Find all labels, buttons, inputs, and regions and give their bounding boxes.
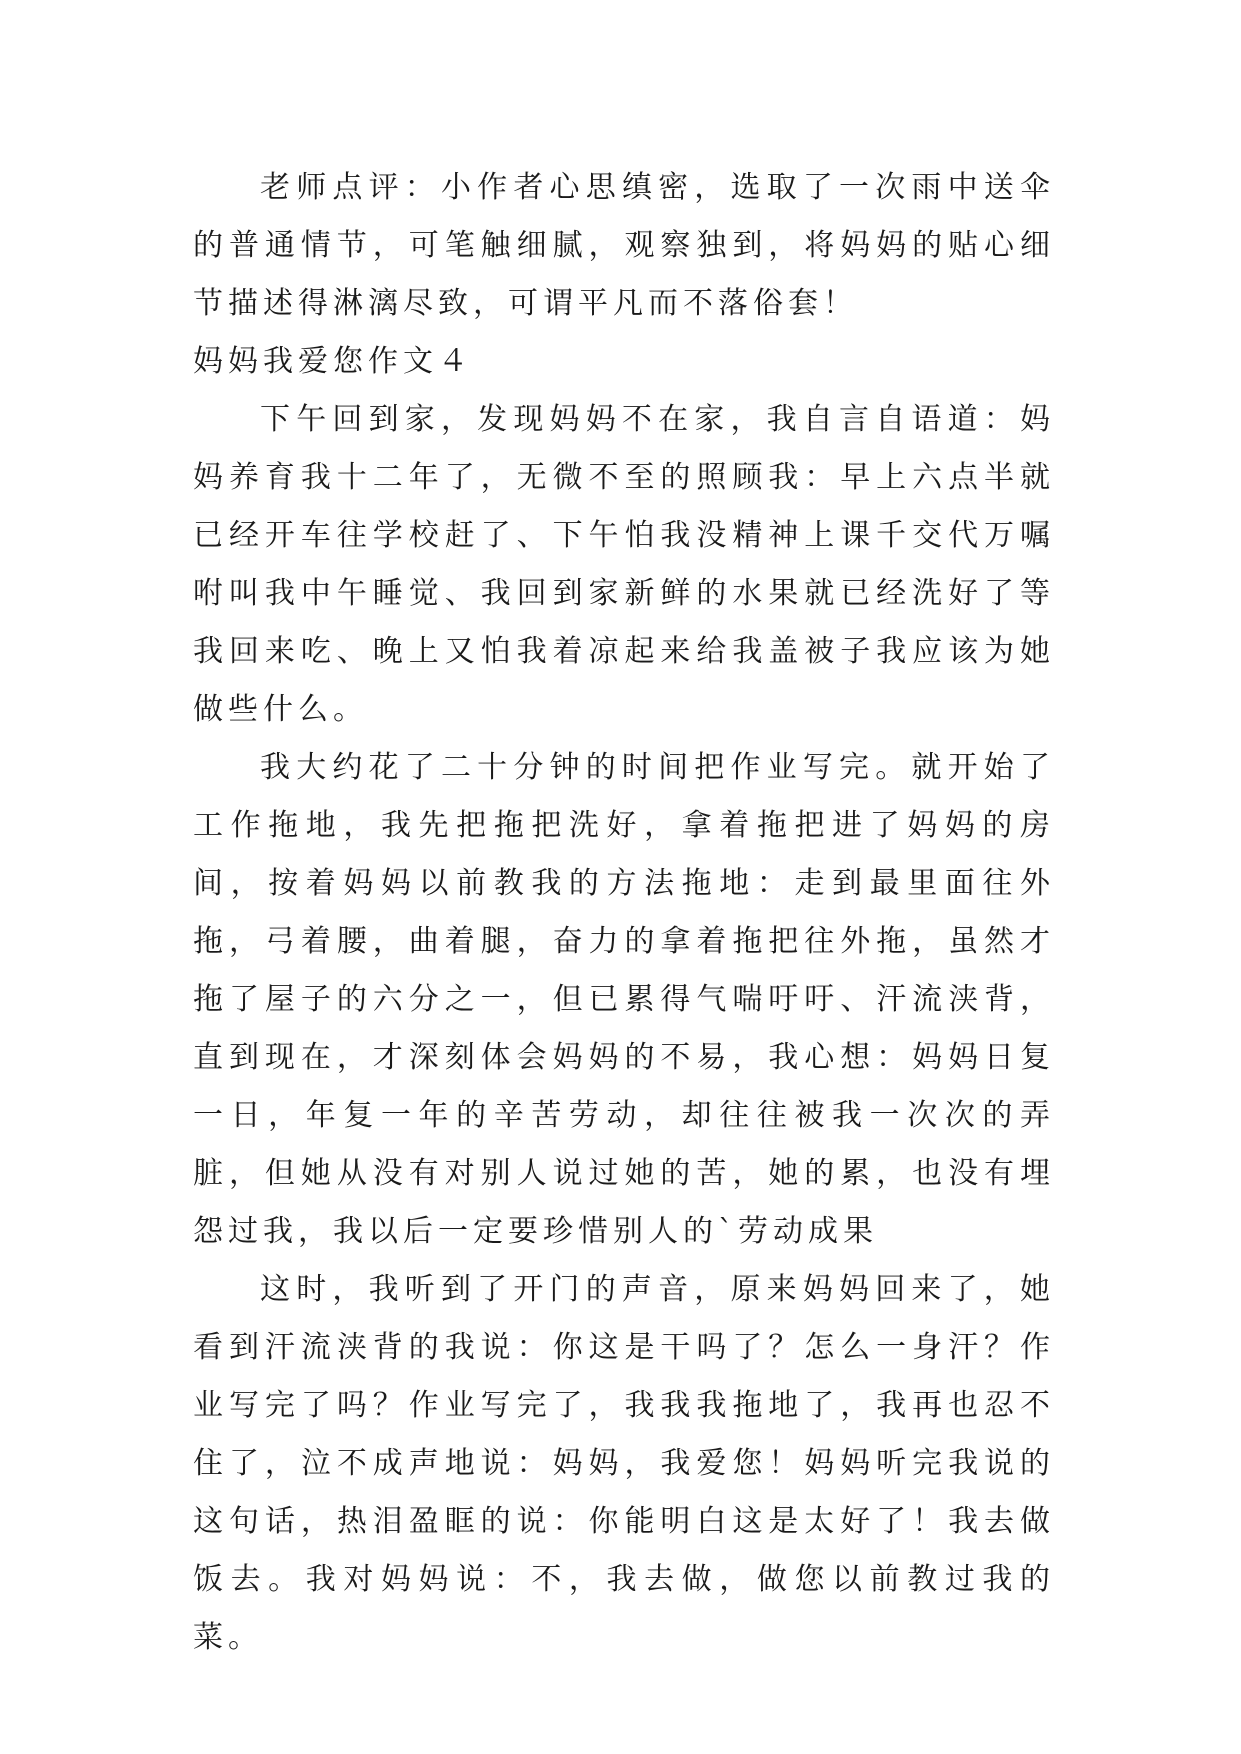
paragraph-2: 我大约花了二十分钟的时间把作业写完。就开始了工作拖地，我先把拖把洗好，拿着拖把进了妈妈的房间，按着妈妈以前教我的方法拖地：走到最里面往外拖，弓着腰，曲着腿，奋力的拿着拖把往外拖，虽然才拖了屋子的六分之一，但已累得气喘吁吁、汗流浃背，直到现在，才深刻体会妈妈的不易，我心想：妈妈日复一日，年复一年的辛苦劳动，却往往被我一次次的弄脏，但她从没有对别人说过她的苦，她的累，也没有埋怨过我，我以后一定要珍惜别人的`劳动成果 [193,750,1055,1249]
document-body [193,159,1055,1667]
paragraph-1: 下午回到家，发现妈妈不在家，我自言自语道：妈妈养育我十二年了，无微不至的照顾我：早上六点半就已经开车往学校赶了、下午怕我没精神上课千交代万嘱咐叫我中午睡觉、我回到家新鲜的水果就已经洗好了等我回来吃、晚上又怕我着凉起来给我盖被子我应该为她做些什么。 [193,402,1055,727]
teacher-comment: 老师点评：小作者心思缜密，选取了一次雨中送伞的普通情节，可笔触细腻，观察独到，将妈妈的贴心细节描述得淋漓尽致，可谓平凡而不落俗套！ [193,170,1055,321]
essay-title: 妈妈我爱您作文４ [193,344,473,379]
paragraph-3: 这时，我听到了开门的声音，原来妈妈回来了，她看到汗流浃背的我说：你这是干吗了？怎么一身汗？作业写完了吗？作业写完了，我我我拖地了，我再也忍不住了，泣不成声地说：妈妈，我爱您！妈妈听完我说的这句话，热泪盈眶的说：你能明白这是太好了！我去做饭去。我对妈妈说：不，我去做，做您以前教过我的菜。 [193,1272,1055,1655]
